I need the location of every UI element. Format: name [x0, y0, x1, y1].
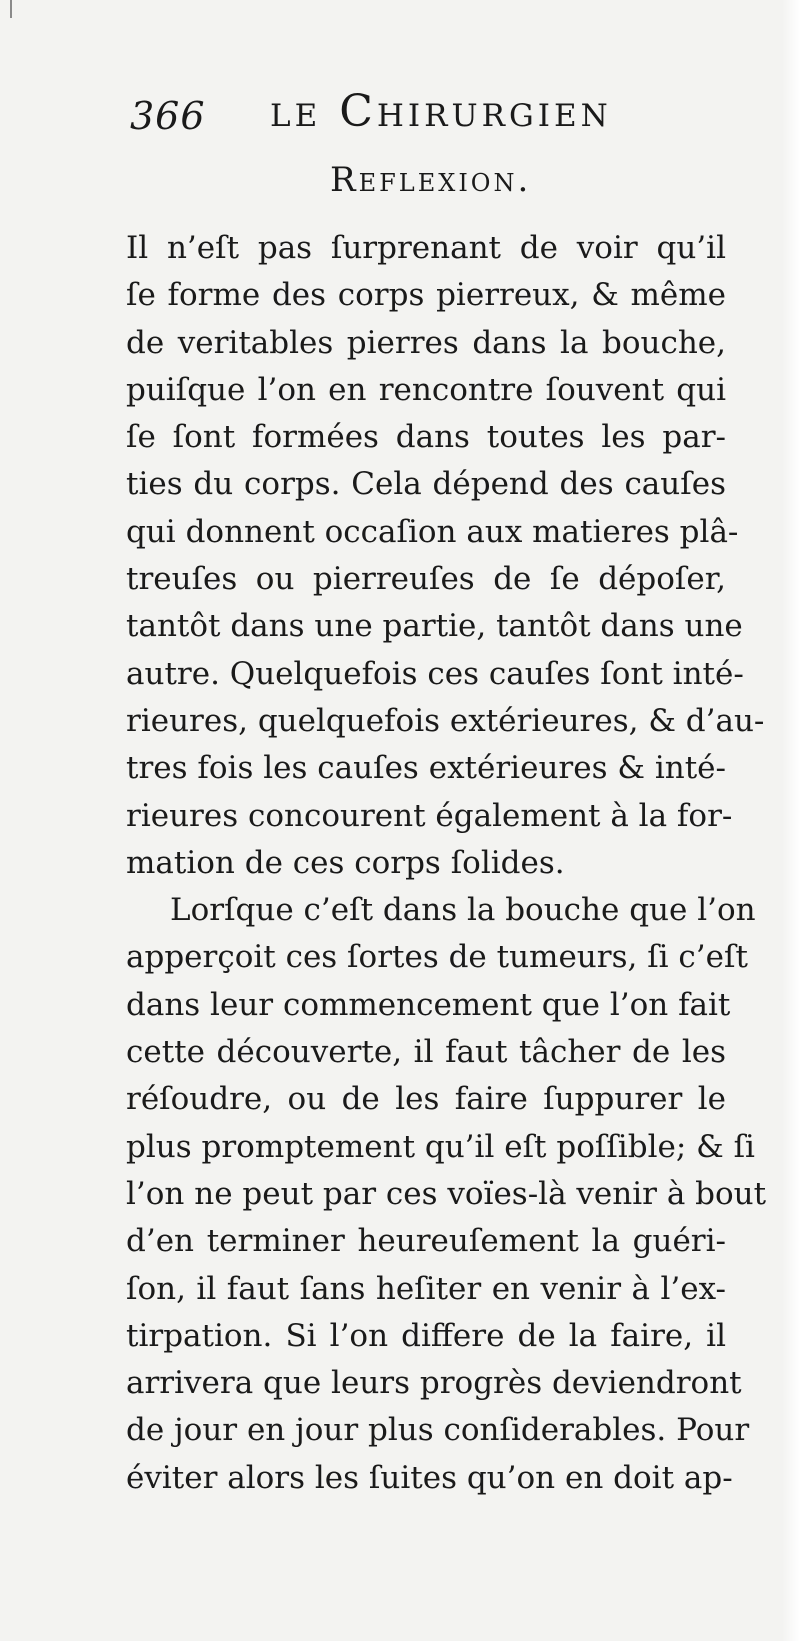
text-line: Lorſque c’eſt dans la bouche que l’on — [170, 892, 756, 929]
text-line: réſoudre, ou de les faire ſuppurer le — [126, 1081, 726, 1118]
text-line: mation de ces corps ſolides. — [126, 844, 565, 881]
text-line: d’en terminer heureuſement la guéri- — [126, 1223, 726, 1260]
margin-mark — [10, 0, 12, 18]
section-title: Reflexion. — [330, 160, 532, 200]
text-line: puiſque l’on en rencontre ſouvent qui — [126, 371, 726, 408]
text-line: l’on ne peut par ces voïes-là venir à bout — [126, 1175, 767, 1212]
text-line: tirpation. Si l’on differe de la faire, il — [126, 1317, 726, 1354]
text-line: ſon, il faut ſans heſiter en venir à l’ex- — [126, 1270, 726, 1307]
page-number: 366 — [130, 94, 206, 138]
page-edge-shadow — [782, 0, 800, 1641]
text-line: arrivera que leurs progrès deviendront — [126, 1365, 742, 1402]
text-line: cette découverte, il faut tâcher de les — [126, 1034, 726, 1071]
text-line: ſe forme des corps pierreux, & même — [126, 277, 726, 314]
page-header — [130, 80, 710, 140]
text-line: treuſes ou pierreuſes de ſe dépoſer, — [126, 561, 726, 598]
text-line: ſe ſont formées dans toutes les par- — [126, 419, 726, 456]
text-line: tantôt dans une partie, tantôt dans une — [126, 608, 743, 645]
text-line: rieures concourent également à la for- — [126, 797, 733, 834]
text-line: autre. Quelquefois ces cauſes ſont inté- — [126, 655, 744, 692]
text-line: de veritables pierres dans la bouche, — [126, 324, 726, 361]
text-line: plus promptement qu’il eſt poſſible; & ſi — [126, 1128, 755, 1165]
text-line: ties du corps. Cela dépend des cauſes — [126, 466, 726, 503]
text-line: dans leur commencement que l’on fait — [126, 986, 731, 1023]
text-line: éviter alors les ſuites qu’on en doit ap- — [126, 1459, 733, 1496]
body-text — [126, 225, 767, 1502]
text-line: Il n’eſt pas ſurprenant de voir qu’il — [126, 230, 726, 266]
running-title: le Chirurgien — [270, 86, 612, 137]
text-line: rieures, quelquefois extérieures, & d’au- — [126, 702, 765, 739]
text-line: qui donnent occaſion aux matieres plâ- — [126, 513, 739, 550]
text-line: de jour en jour plus conſiderables. Pour — [126, 1412, 750, 1449]
text-line: apperçoit ces ſortes de tumeurs, ſi c’eſt — [126, 939, 748, 976]
text-line: tres fois les cauſes extérieures & inté- — [126, 750, 726, 787]
